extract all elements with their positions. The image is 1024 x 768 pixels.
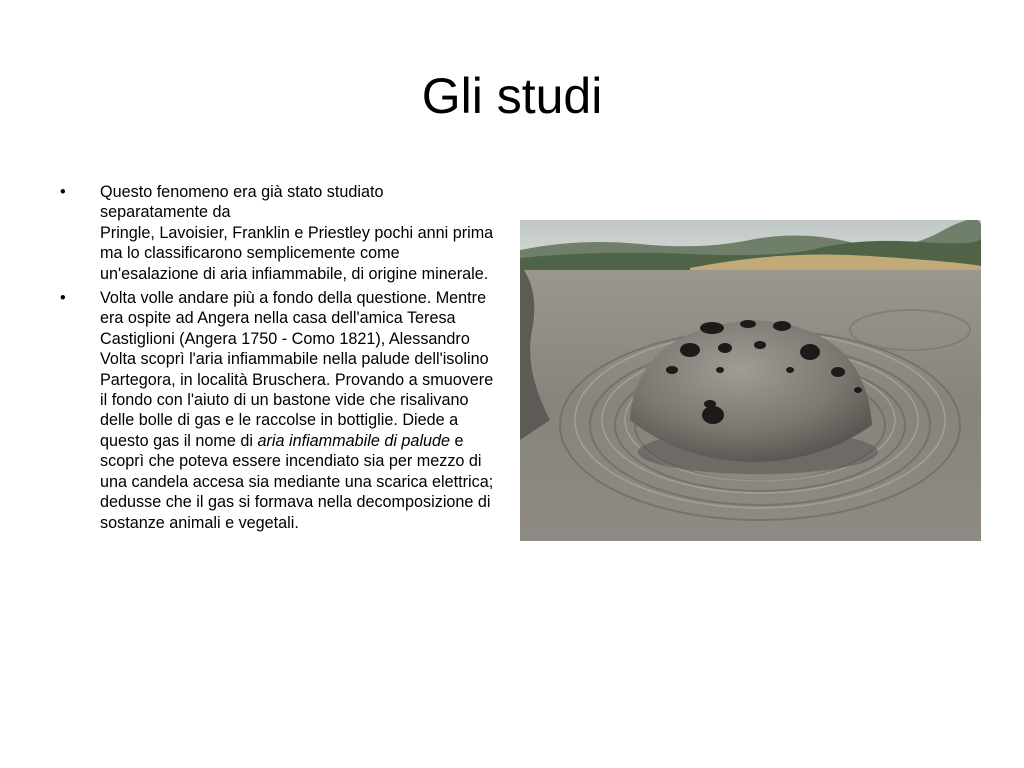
mud-volcano-photo [520,220,981,541]
bullet-marker: • [60,289,66,308]
bullet-list [60,182,500,537]
bullet-text: Questo fenomeno era già stato studiato separatamente da Pringle, Lavoisier, Franklin e Priestley pochi anni prima ma lo classificarono semplicemente come un'esalazione di aria infiammabile, di origine minerale. [100,183,494,283]
italic-term: aria infiammabile di palude [257,431,451,450]
slide-title: Gli studi [421,68,603,124]
bullet-item-1 [60,182,500,284]
bullet-marker: • [60,183,66,201]
bullet-item-2 [60,288,500,533]
bullet-text: Volta volle andare più a fondo della questione. Mentre era ospite ad Angera nella casa dell'amica Teresa Castiglioni (Angera 1750 - Como 1821), Alessandro Volta scoprì l'aria infiammabile nella palude dell'isolino Partegora, in località Bruschera. Provando a smuovere il fondo con l'aiuto di un bastone vide che risalivano delle bolle di gas e le raccolse in bottiglie. Diede a questo gas il nome di aria infiammabile di palude e scoprì che poteva essere incendiato sia per mezzo di una candela accesa sia mediante una scarica elettrica; dedusse che il gas si formava nella decomposizione di sostanze animali e vegetali. [100,289,494,532]
